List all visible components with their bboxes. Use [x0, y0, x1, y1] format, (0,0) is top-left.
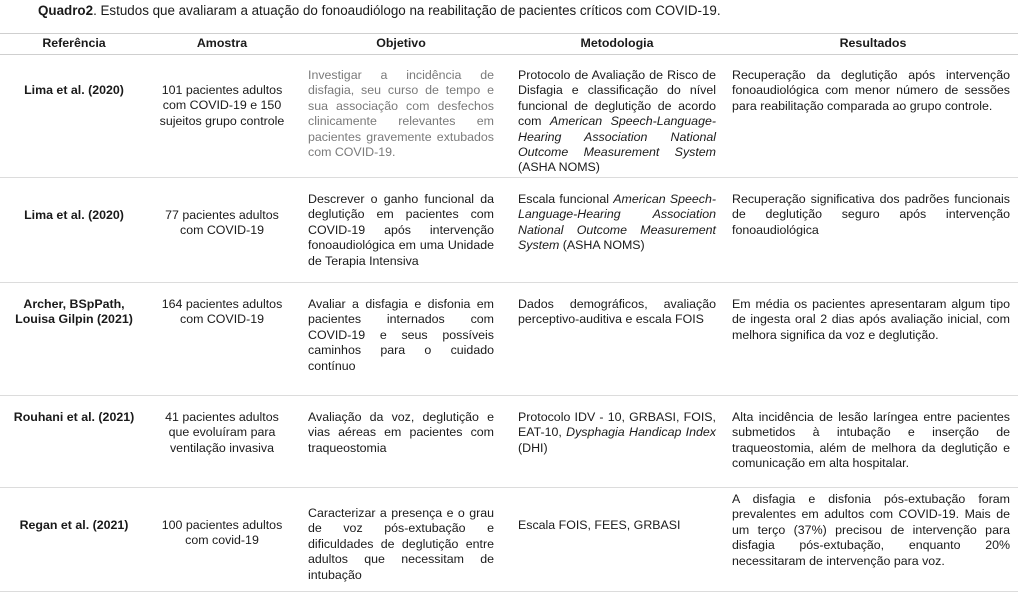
metodologia-suffix: (ASHA NOMS) — [559, 238, 645, 253]
cell-amostra: 41 pacientes adultos que evoluíram para ventilação invasiva — [148, 396, 296, 488]
header-referencia: Referência — [0, 34, 148, 55]
cell-resultados: Recuperação significativa dos padrões funcionais de deglutição seguro após intervenção fonoaudiológica — [728, 178, 1018, 283]
cell-metodologia — [506, 178, 728, 283]
cell-objetivo: Avaliar a disfagia e disfonia em pacientes internados com COVID-19 e seus possíveis caminhos para o cuidado contínuo — [296, 283, 506, 396]
cell-objetivo: Avaliação da voz, deglutição e vias aéreas em pacientes com traqueostomia — [296, 396, 506, 488]
cell-amostra: 101 pacientes adultos com COVID-19 e 150 sujeitos grupo controle — [148, 55, 296, 178]
cell-referencia: Lima et al. (2020) — [0, 55, 148, 178]
table-caption — [38, 2, 1008, 19]
cell-metodologia — [506, 283, 728, 396]
metodologia-italic: Dysphagia Handicap Index — [566, 425, 716, 440]
cell-objetivo: Investigar a incidência de disfagia, seu curso de tempo e sua associação com desfechos clinicamente relevantes em pacientes gravemente extubados com COVID-19. — [296, 55, 506, 178]
metodologia-text: Protocolo IDV - 10, GRBASI, FOIS, EAT-10, — [518, 410, 716, 440]
metodologia-suffix: (DHI) — [518, 440, 548, 455]
table-row — [0, 396, 1018, 488]
cell-amostra: 100 pacientes adultos com covid-19 — [148, 488, 296, 592]
caption-text: . Estudos que avaliaram a atuação do fonoaudiólogo na reabilitação de pacientes críticos com COVID-19. — [93, 3, 721, 18]
cell-objetivo: Descrever o ganho funcional da deglutição em pacientes com COVID-19 após intervenção fonoaudiológica em uma Unidade de Terapia Intensiva — [296, 178, 506, 283]
cell-referencia: Rouhani et al. (2021) — [0, 396, 148, 488]
metodologia-text: Escala FOIS, FEES, GRBASI — [518, 518, 681, 532]
table-row — [0, 55, 1018, 178]
cell-referencia: Regan et al. (2021) — [0, 488, 148, 592]
caption-label: Quadro2 — [38, 3, 94, 18]
cell-resultados: Em média os pacientes apresentaram algum tipo de ingesta oral 2 dias após avaliação inicial, com melhora significa da voz e deglutição. — [728, 283, 1018, 396]
cell-metodologia — [506, 55, 728, 178]
header-amostra: Amostra — [148, 34, 296, 55]
studies-table — [0, 33, 1018, 592]
cell-metodologia — [506, 488, 728, 592]
header-resultados: Resultados — [728, 34, 1018, 55]
metodologia-text: Protocolo de Avaliação de Risco de Disfagia e classificação do nível funcional de deglutição de acordo com — [518, 68, 716, 129]
cell-resultados: A disfagia e disfonia pós-extubação foram prevalentes em adultos com COVID-19. Mais de um terço (37%) precisou de intervenção para disfagia pós-extubação, enquanto 20% necessitaram de intervenção para voz. — [728, 488, 1018, 592]
cell-objetivo: Caracterizar a presença e o grau de voz pós-extubação e dificuldades de deglutição entre adultos que necessitam de intubação — [296, 488, 506, 592]
cell-amostra: 77 pacientes adultos com COVID-19 — [148, 178, 296, 283]
cell-resultados: Recuperação da deglutição após intervenção fonoaudiológica com menor número de sessões para reabilitação comparada ao grupo controle. — [728, 55, 1018, 178]
header-objetivo: Objetivo — [296, 34, 506, 55]
table-row — [0, 178, 1018, 283]
cell-resultados: Alta incidência de lesão laríngea entre pacientes submetidos à intubação e inserção de traqueostomia, além de melhora da deglutição e comunicação em alta hospitalar. — [728, 396, 1018, 488]
cell-referencia: Archer, BSpPath, Louisa Gilpin (2021) — [0, 283, 148, 396]
metodologia-italic: American Speech-Language-Hearing Association National Outcome Measurement System — [518, 114, 716, 160]
cell-metodologia — [506, 396, 728, 488]
header-metodologia: Metodologia — [506, 34, 728, 55]
metodologia-italic: American Speech-Language-Hearing Association National Outcome Measurement System — [518, 192, 716, 253]
table-row — [0, 283, 1018, 396]
table-header-row — [0, 34, 1018, 55]
cell-amostra: 164 pacientes adultos com COVID-19 — [148, 283, 296, 396]
metodologia-suffix: (ASHA NOMS) — [518, 160, 600, 175]
metodologia-text: Dados demográficos, avaliação perceptivo-auditiva e escala FOIS — [518, 297, 716, 327]
cell-referencia: Lima et al. (2020) — [0, 178, 148, 283]
table-row — [0, 488, 1018, 592]
metodologia-text: Escala funcional — [518, 192, 614, 206]
